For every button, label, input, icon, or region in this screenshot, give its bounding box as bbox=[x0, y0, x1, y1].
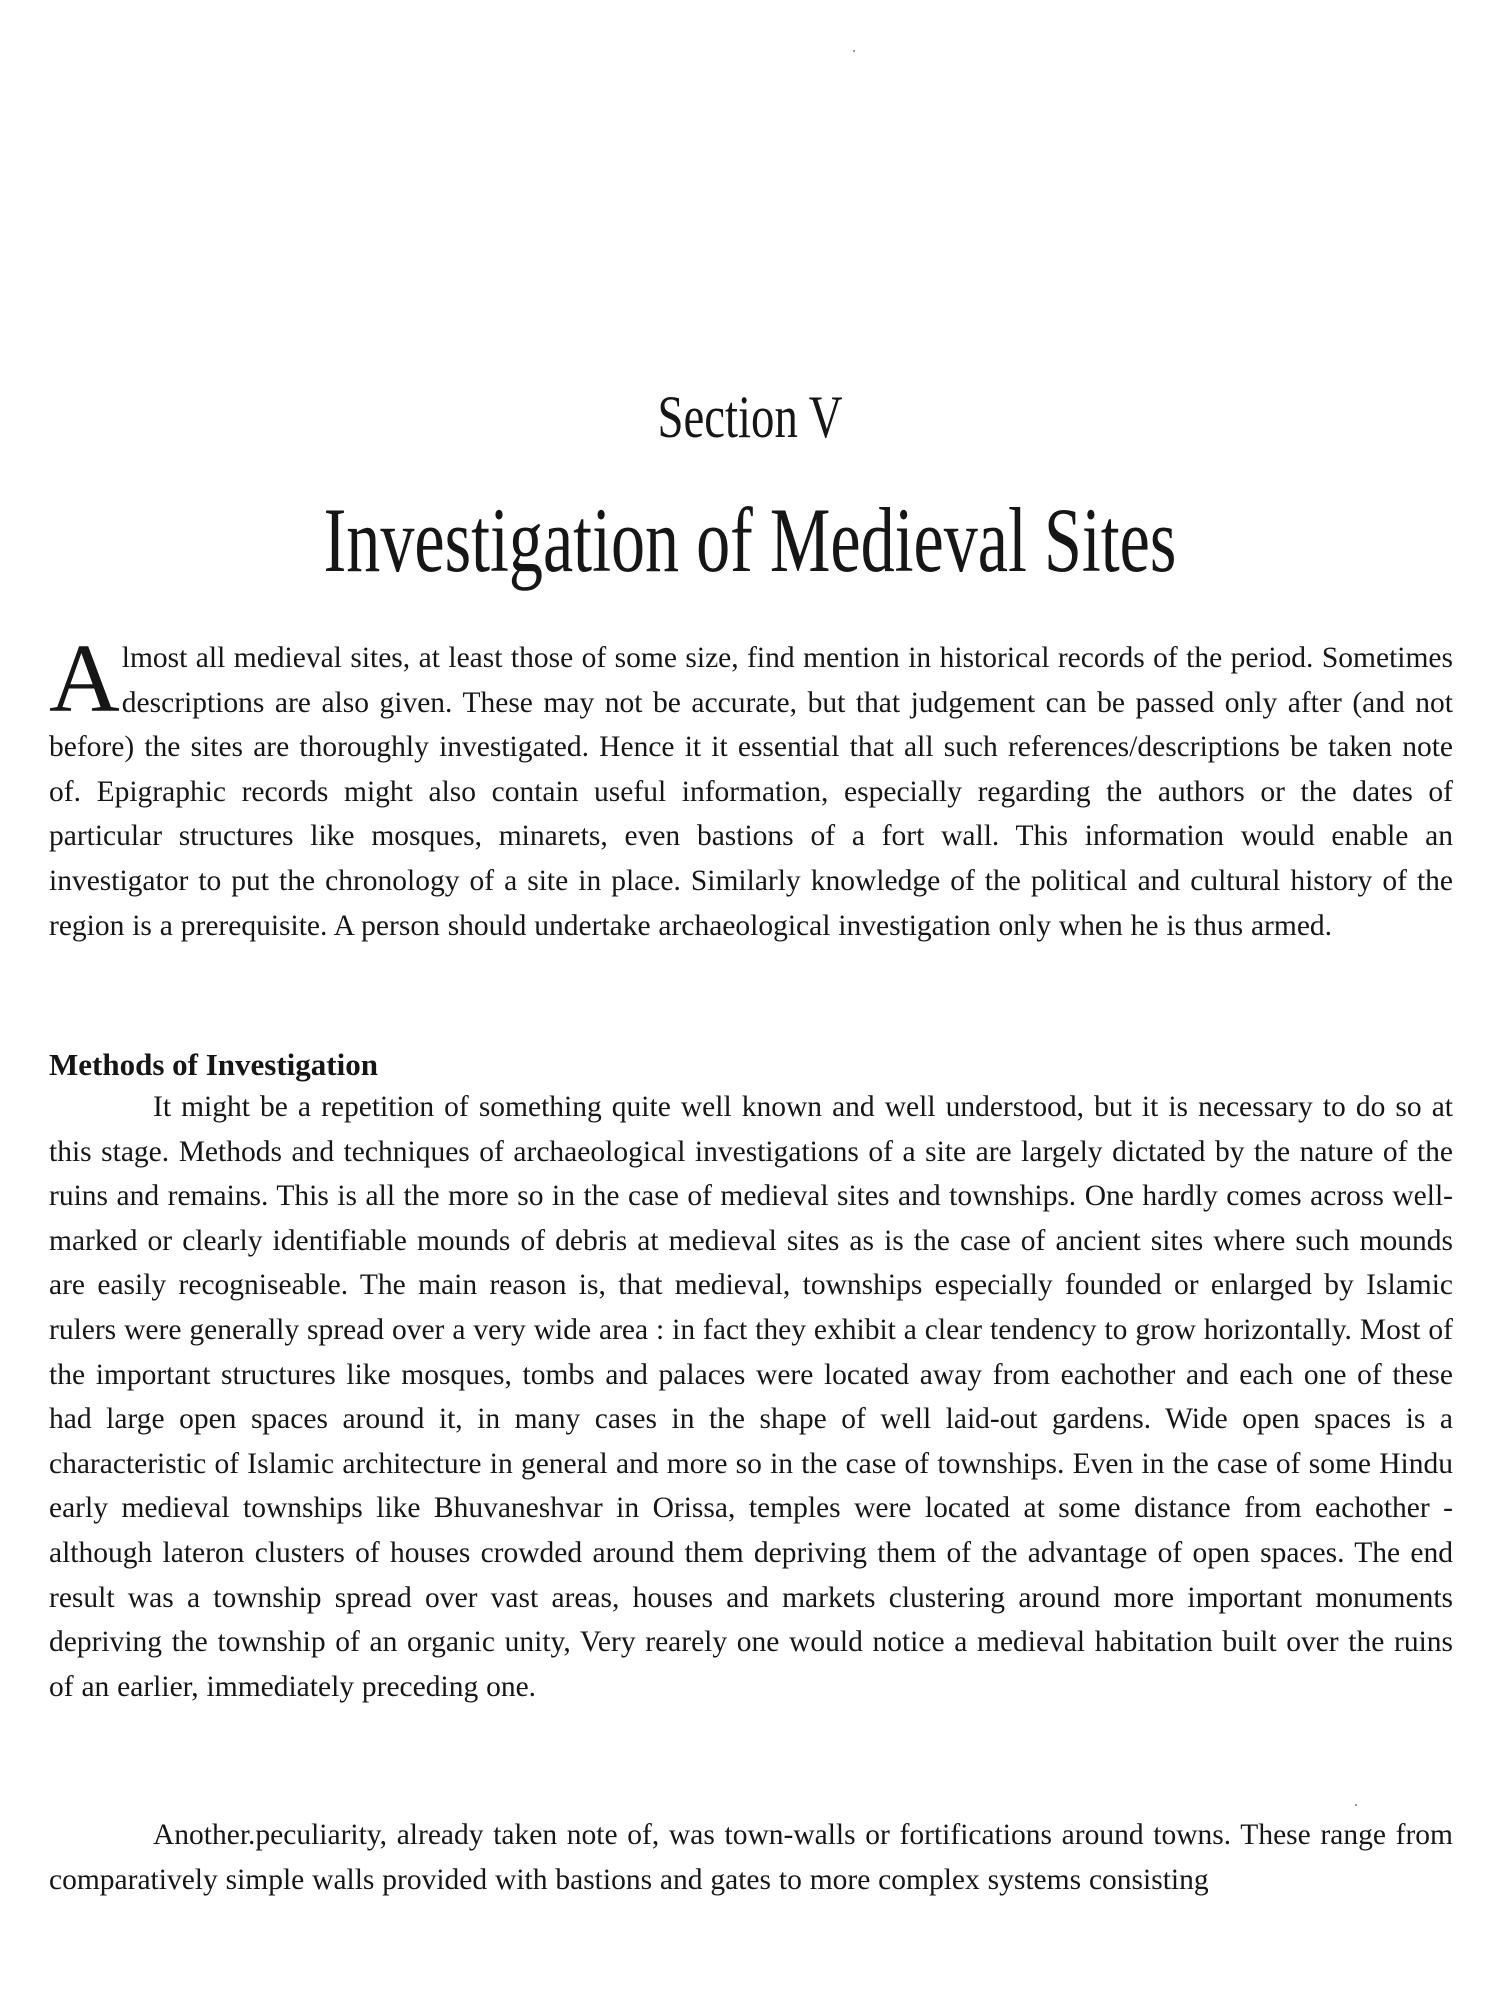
intro-paragraph-text: lmost all medieval sites, at least those of some size, find mention in historical records of the period. Sometimes descriptions are also given. These may not be accurate, but that judgement can be passed only after (and not before) the sites are thoroughly investigated. Hence it it essential that all such references/descriptions be taken note of. Epigraphic records might also contain useful information, especially regarding the authors or the dates of particular structures like mosques, minarets, even bastions of a fort wall. This information would enable an investigator to put the chronology of a site in place. Similarly knowledge of the political and cultural history of the region is a prerequisite. A person should undertake archaeological investigation only when he is thus armed. bbox=[49, 642, 1453, 942]
methods-paragraph-2: Another.peculiarity, already taken note of, was town-walls or fortifications around towns. These range from comparatively simple walls provided with bastions and gates to more complex systems consisting bbox=[49, 1819, 1453, 1896]
scan-speck bbox=[1355, 1804, 1357, 1806]
section-label: Section V bbox=[657, 384, 843, 450]
section-heading-methods: Methods of Investigation bbox=[49, 1047, 378, 1082]
scan-speck bbox=[853, 50, 855, 52]
drop-cap: A bbox=[49, 625, 120, 733]
intro-paragraph bbox=[49, 625, 1453, 948]
methods-paragraph-1: It might be a repetition of something quite well known and well understood, but it is necessary to do so at this stage. Methods and techniques of archaeological investigations of a site are largely dictated by the nature of the ruins and remains. This is all the more so in the case of medieval sites and townships. One hardly comes across well-marked or clearly identifiable mounds of debris at medieval sites as is the case of ancient sites where such mounds are easily recogniseable. The main reason is, that medieval, townships especially founded or enlarged by Islamic rulers were generally spread over a very wide area : in fact they exhibit a clear tendency to grow horizontally. Most of the important structures like mosques, tombs and palaces were located away from eachother and each one of these had large open spaces around it, in many cases in the shape of well laid-out gardens. Wide open spaces is a characteristic of Islamic architecture in general and more so in the case of townships. Even in the case of some Hindu early medieval townships like Bhuvaneshvar in Orissa, temples were located at some distance from eachother - although lateron clusters of houses crowded around them depriving them of the advantage of open spaces. The end result was a township spread over vast areas, houses and markets clustering around more important monuments depriving the township of an organic unity, Very rearely one would notice a medieval habitation built over the ruins of an earlier, immediately preceding one. bbox=[49, 1091, 1453, 1703]
chapter-title: Investigation of Medieval Sites bbox=[323, 489, 1177, 591]
